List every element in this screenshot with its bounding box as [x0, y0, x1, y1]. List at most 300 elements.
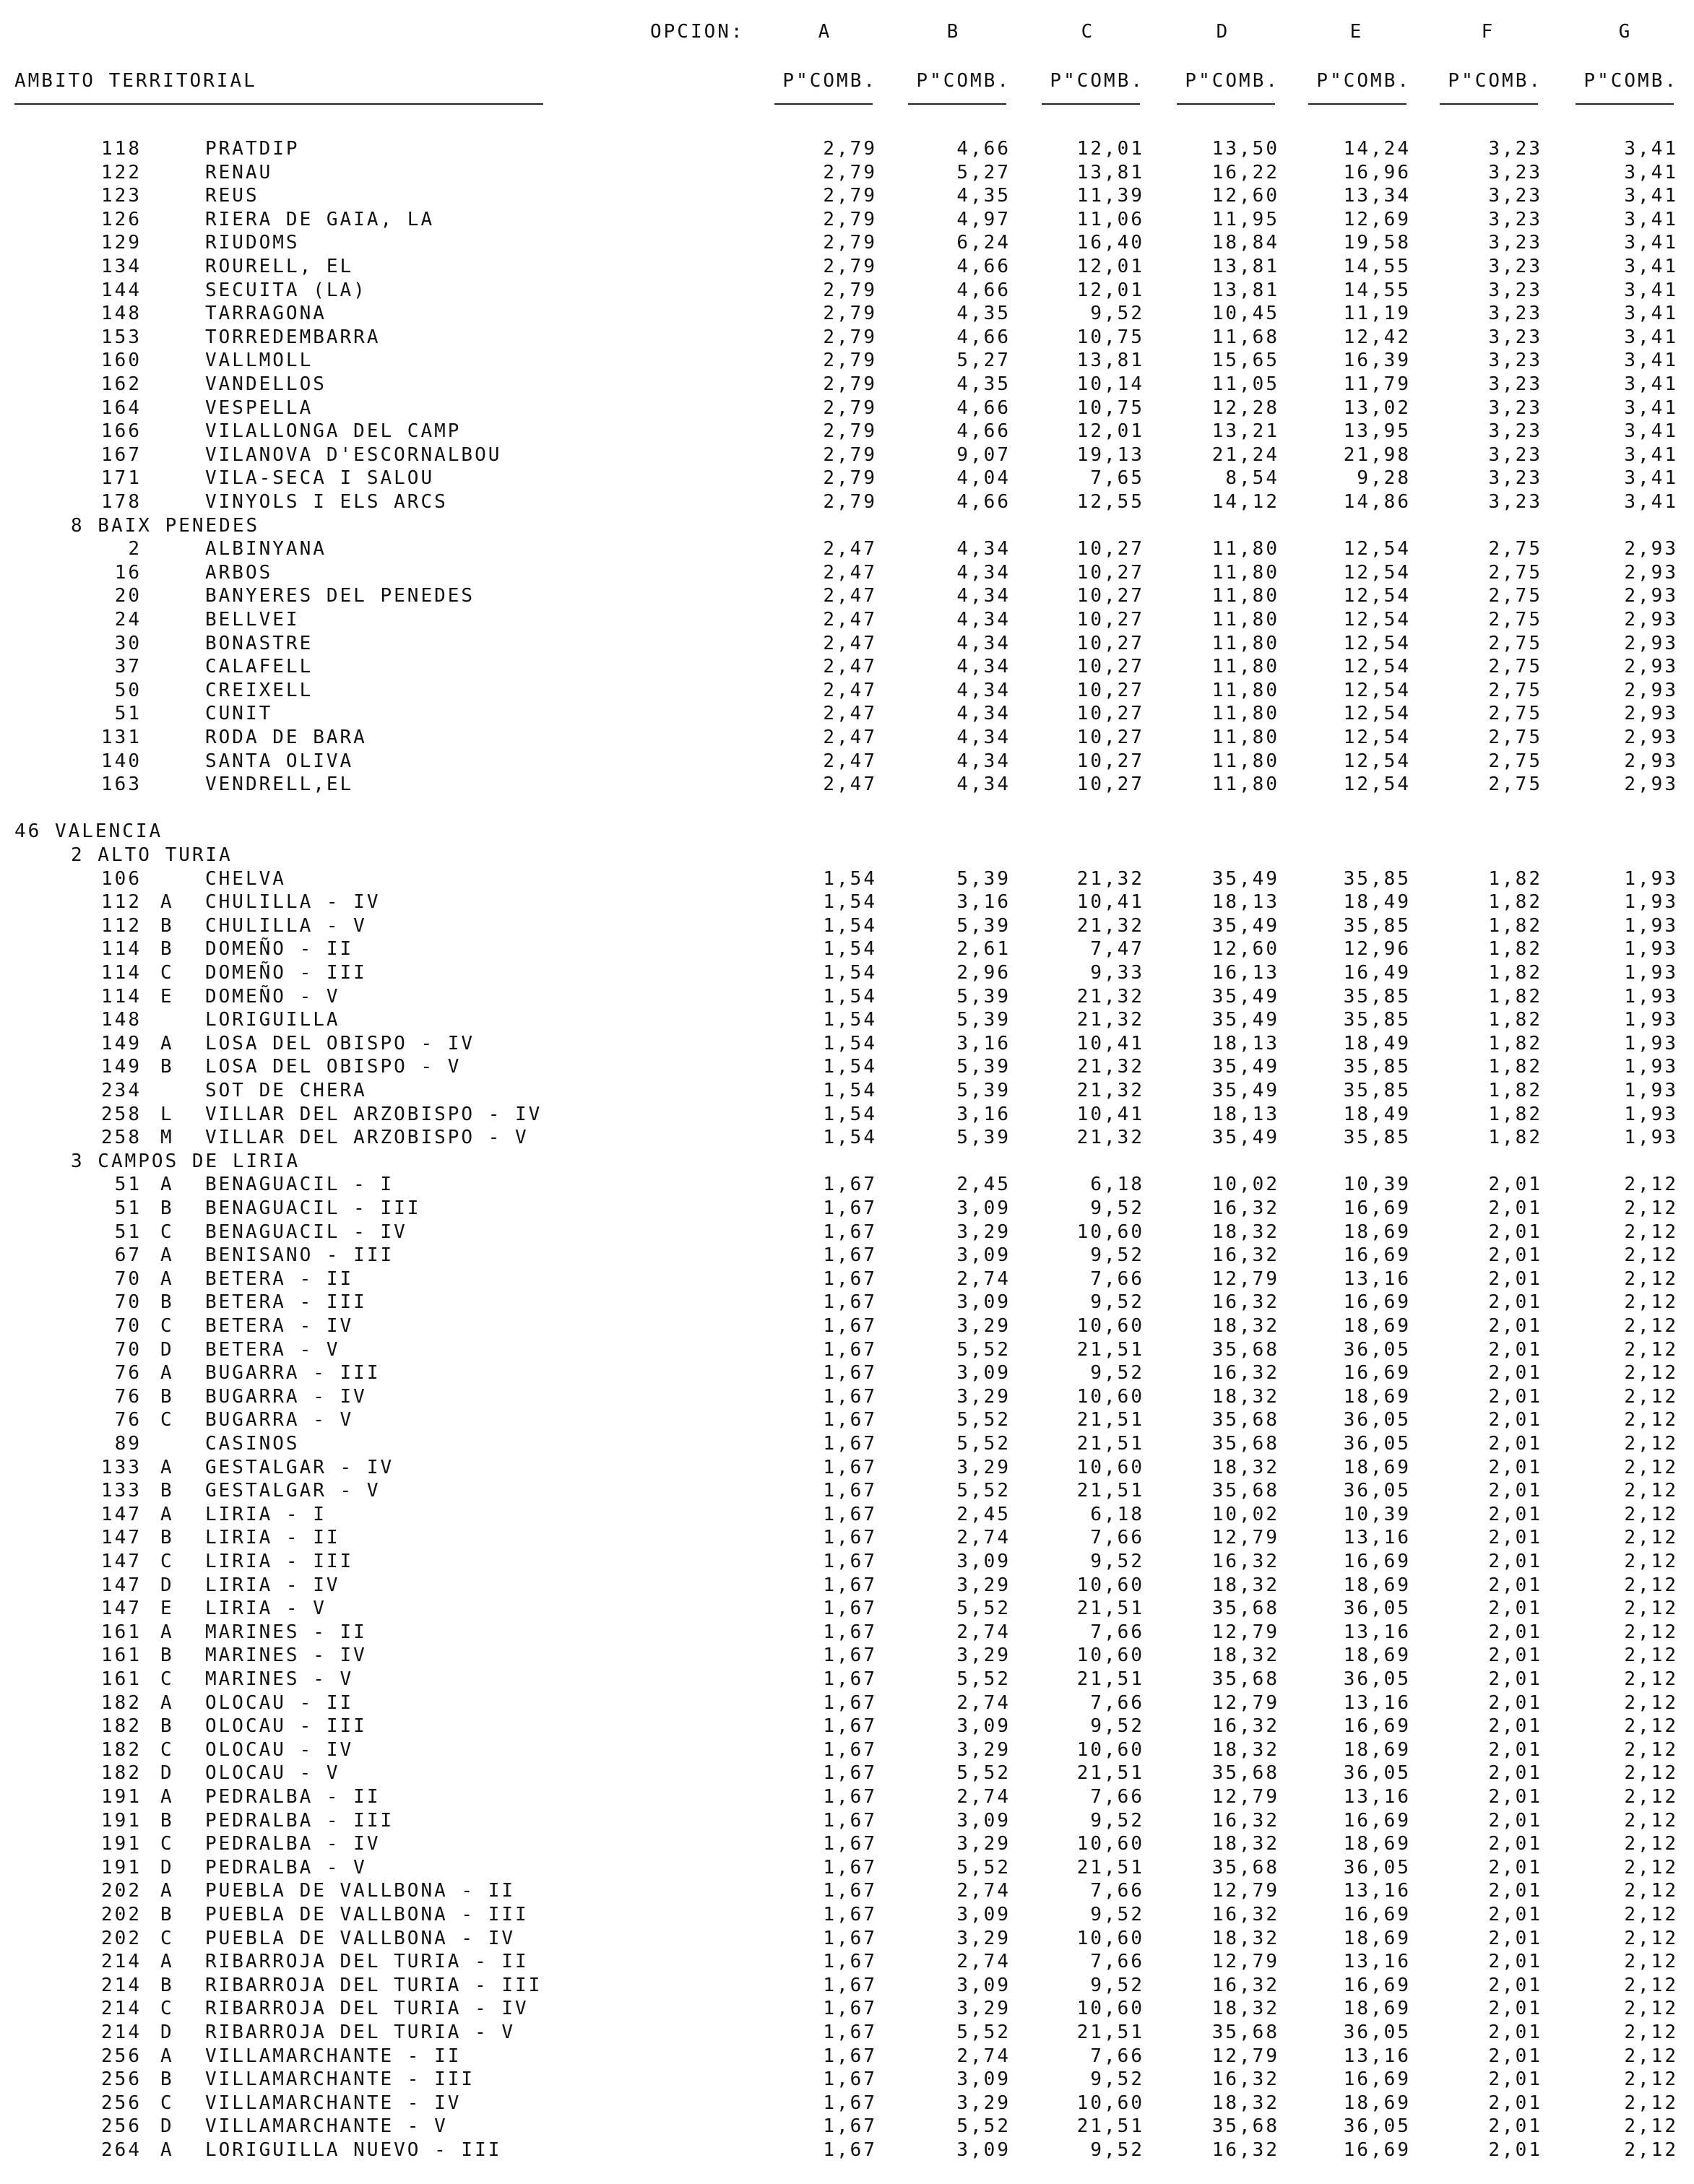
price-value-c: 9,33 [1090, 962, 1144, 984]
price-value-f: 2,01 [1488, 1527, 1542, 1548]
price-value-e: 36,05 [1343, 1480, 1411, 1502]
price-value-f: 2,01 [1488, 2139, 1542, 2161]
price-value-c: 10,60 [1076, 1386, 1144, 1408]
price-value-e: 35,85 [1343, 1009, 1411, 1031]
price-value-e: 18,69 [1343, 1998, 1411, 2019]
municipality-code: 256 [101, 2068, 142, 2090]
price-value-b: 5,52 [956, 1857, 1011, 1878]
price-value-f: 1,82 [1488, 1104, 1542, 1125]
price-value-f: 2,01 [1488, 2092, 1542, 2114]
municipality-code: 126 [101, 209, 142, 230]
price-value-g: 2,12 [1624, 1621, 1678, 1643]
price-value-d: 18,32 [1211, 1644, 1279, 1666]
column-label-d: P"COMB. [1185, 70, 1279, 92]
price-value-a: 2,79 [823, 326, 877, 348]
price-value-g: 2,12 [1624, 1928, 1678, 1949]
municipality-name: OLOCAU - III [205, 1715, 367, 1737]
price-value-c: 10,60 [1076, 1998, 1144, 2019]
price-value-f: 2,01 [1488, 2115, 1542, 2137]
price-value-a: 1,54 [823, 1033, 877, 1054]
municipality-name: MARINES - IV [205, 1644, 367, 1666]
price-value-e: 18,69 [1343, 1644, 1411, 1666]
price-value-c: 10,41 [1076, 1033, 1144, 1054]
price-value-b: 5,39 [956, 868, 1011, 890]
comarca-heading: 8 BAIX PENEDES [71, 515, 260, 537]
price-value-b: 2,74 [956, 1527, 1011, 1548]
price-value-d: 35,68 [1211, 1480, 1279, 1502]
zone-suffix: B [160, 1291, 174, 1313]
price-value-a: 1,67 [823, 2022, 877, 2043]
municipality-name: PRATDIP [205, 138, 300, 160]
price-value-e: 36,05 [1343, 1339, 1411, 1361]
municipality-code: 258 [101, 1127, 142, 1148]
price-value-d: 18,84 [1211, 232, 1279, 254]
price-value-b: 4,34 [956, 703, 1011, 724]
price-value-g: 2,12 [1624, 1339, 1678, 1361]
price-value-f: 2,01 [1488, 1998, 1542, 2019]
price-value-a: 1,67 [823, 1880, 877, 1902]
zone-suffix: C [160, 1315, 174, 1337]
price-value-d: 16,32 [1211, 1810, 1279, 1832]
zone-suffix: C [160, 1221, 174, 1243]
price-value-g: 2,12 [1624, 1762, 1678, 1784]
price-value-b: 3,09 [956, 1975, 1011, 1996]
price-value-d: 12,79 [1211, 1268, 1279, 1290]
price-value-c: 21,51 [1076, 1409, 1144, 1431]
municipality-code: 161 [101, 1668, 142, 1690]
price-value-g: 3,41 [1624, 232, 1678, 254]
price-value-e: 16,69 [1343, 1362, 1411, 1384]
price-value-g: 2,93 [1624, 656, 1678, 677]
municipality-name: PEDRALBA - II [205, 1786, 381, 1808]
price-value-e: 21,98 [1343, 444, 1411, 466]
price-value-b: 4,34 [956, 633, 1011, 654]
price-value-b: 4,34 [956, 538, 1011, 560]
price-value-e: 18,49 [1343, 891, 1411, 913]
price-value-g: 2,93 [1624, 585, 1678, 607]
municipality-name: LIRIA - V [205, 1598, 327, 1619]
municipality-name: LOSA DEL OBISPO - IV [205, 1033, 475, 1054]
price-value-f: 2,01 [1488, 1551, 1542, 1572]
price-value-b: 5,39 [956, 986, 1011, 1008]
municipality-code: 161 [101, 1621, 142, 1643]
price-value-c: 10,60 [1076, 1644, 1144, 1666]
price-value-e: 12,54 [1343, 680, 1411, 701]
municipality-code: 148 [101, 303, 142, 324]
price-value-f: 2,01 [1488, 1786, 1542, 1808]
municipality-name: RENAU [205, 162, 273, 183]
price-value-c: 21,51 [1076, 1480, 1144, 1502]
municipality-code: 76 [114, 1386, 142, 1408]
price-value-c: 6,18 [1090, 1174, 1144, 1195]
price-value-c: 7,65 [1090, 467, 1144, 489]
municipality-name: GESTALGAR - V [205, 1480, 381, 1502]
option-letter-g: G [1618, 21, 1633, 43]
municipality-name: VILLAR DEL ARZOBISPO - IV [205, 1104, 543, 1125]
municipality-code: 24 [114, 609, 142, 630]
price-value-e: 13,16 [1343, 1527, 1411, 1548]
price-value-b: 3,29 [956, 1457, 1011, 1478]
municipality-name: CHULILLA - IV [205, 891, 381, 913]
price-value-a: 2,47 [823, 585, 877, 607]
municipality-code: 106 [101, 868, 142, 890]
municipality-code: 20 [114, 585, 142, 607]
municipality-code: 16 [114, 562, 142, 584]
price-value-b: 3,09 [956, 1715, 1011, 1737]
price-value-a: 2,79 [823, 256, 877, 277]
municipality-code: 129 [101, 232, 142, 254]
price-value-b: 3,29 [956, 2092, 1011, 2114]
price-value-e: 13,16 [1343, 1692, 1411, 1714]
column-label-a: P"COMB. [782, 70, 877, 92]
price-value-c: 21,32 [1076, 1080, 1144, 1101]
price-value-a: 1,67 [823, 1904, 877, 1925]
price-value-f: 2,01 [1488, 1457, 1542, 1478]
price-value-f: 3,23 [1488, 280, 1542, 301]
price-value-a: 1,67 [823, 1315, 877, 1337]
price-value-a: 1,67 [823, 1668, 877, 1690]
price-value-f: 3,23 [1488, 256, 1542, 277]
price-value-c: 21,51 [1076, 1668, 1144, 1690]
price-value-d: 11,80 [1211, 727, 1279, 748]
price-value-g: 2,12 [1624, 1786, 1678, 1808]
price-value-d: 35,68 [1211, 1668, 1279, 1690]
price-value-f: 2,75 [1488, 562, 1542, 584]
price-value-e: 10,39 [1343, 1504, 1411, 1525]
price-value-g: 1,93 [1624, 938, 1678, 960]
price-value-d: 10,45 [1211, 303, 1279, 324]
price-value-d: 18,13 [1211, 891, 1279, 913]
price-value-c: 10,41 [1076, 1104, 1144, 1125]
price-value-g: 2,12 [1624, 1480, 1678, 1502]
price-value-f: 2,01 [1488, 2022, 1542, 2043]
price-value-c: 9,52 [1090, 1904, 1144, 1925]
municipality-name: CUNIT [205, 703, 273, 724]
price-value-d: 16,32 [1211, 2139, 1279, 2161]
price-value-b: 3,09 [956, 1904, 1011, 1925]
price-value-b: 3,29 [956, 1928, 1011, 1949]
price-value-a: 1,67 [823, 1975, 877, 1996]
price-value-e: 12,69 [1343, 209, 1411, 230]
price-value-d: 18,32 [1211, 1928, 1279, 1949]
price-value-b: 2,45 [956, 1174, 1011, 1195]
municipality-name: TORREDEMBARRA [205, 326, 381, 348]
price-value-d: 35,49 [1211, 915, 1279, 937]
municipality-code: 202 [101, 1904, 142, 1925]
price-value-b: 2,74 [956, 1692, 1011, 1714]
price-value-f: 1,82 [1488, 986, 1542, 1008]
price-value-d: 12,79 [1211, 1880, 1279, 1902]
price-value-c: 10,27 [1076, 727, 1144, 748]
price-value-b: 4,34 [956, 609, 1011, 630]
price-value-g: 2,12 [1624, 1574, 1678, 1596]
price-value-d: 16,32 [1211, 1291, 1279, 1313]
price-value-b: 2,74 [956, 1268, 1011, 1290]
price-value-c: 21,32 [1076, 915, 1144, 937]
price-value-d: 12,79 [1211, 1527, 1279, 1548]
municipality-name: VILLAR DEL ARZOBISPO - V [205, 1127, 529, 1148]
price-value-f: 2,01 [1488, 1504, 1542, 1525]
zone-suffix: B [160, 915, 174, 937]
price-value-b: 3,29 [956, 1315, 1011, 1337]
price-value-b: 4,35 [956, 373, 1011, 395]
price-value-g: 2,12 [1624, 1457, 1678, 1478]
municipality-code: 147 [101, 1598, 142, 1619]
zone-suffix: B [160, 1480, 174, 1502]
municipality-code: 191 [101, 1786, 142, 1808]
price-value-b: 3,09 [956, 2139, 1011, 2161]
municipality-name: PUEBLA DE VALLBONA - IV [205, 1928, 516, 1949]
zone-suffix: A [160, 1880, 174, 1902]
price-value-c: 9,52 [1090, 1197, 1144, 1219]
price-value-e: 13,02 [1343, 397, 1411, 419]
municipality-code: 133 [101, 1457, 142, 1478]
price-value-f: 1,82 [1488, 1056, 1542, 1078]
column-underline [1308, 103, 1406, 105]
price-value-b: 2,74 [956, 1621, 1011, 1643]
price-value-a: 2,47 [823, 538, 877, 560]
municipality-name: OLOCAU - IV [205, 1739, 354, 1761]
municipality-name: RIBARROJA DEL TURIA - IV [205, 1998, 529, 2019]
price-value-f: 2,01 [1488, 1362, 1542, 1384]
price-value-g: 2,12 [1624, 1291, 1678, 1313]
price-value-e: 12,42 [1343, 326, 1411, 348]
price-value-e: 11,79 [1343, 373, 1411, 395]
price-value-d: 14,12 [1211, 491, 1279, 513]
municipality-name: VILLAMARCHANTE - III [205, 2068, 475, 2090]
price-value-f: 1,82 [1488, 1009, 1542, 1031]
price-value-f: 2,01 [1488, 1291, 1542, 1313]
price-value-a: 1,54 [823, 1009, 877, 1031]
price-value-e: 36,05 [1343, 1857, 1411, 1878]
price-value-b: 4,66 [956, 280, 1011, 301]
price-value-b: 3,29 [956, 1739, 1011, 1761]
price-value-g: 2,93 [1624, 750, 1678, 772]
price-value-e: 16,96 [1343, 162, 1411, 183]
zone-suffix: C [160, 2092, 174, 2114]
municipality-name: BELLVEI [205, 609, 300, 630]
municipality-name: LORIGUILLA [205, 1009, 340, 1031]
price-value-f: 2,01 [1488, 1221, 1542, 1243]
price-value-g: 2,12 [1624, 1598, 1678, 1619]
price-value-e: 13,16 [1343, 1786, 1411, 1808]
price-value-a: 1,67 [823, 1574, 877, 1596]
price-value-f: 2,75 [1488, 633, 1542, 654]
price-value-d: 21,24 [1211, 444, 1279, 466]
municipality-name: VILLAMARCHANTE - V [205, 2115, 448, 2137]
price-value-a: 1,54 [823, 891, 877, 913]
price-value-f: 3,23 [1488, 397, 1542, 419]
municipality-code: 131 [101, 727, 142, 748]
municipality-name: BETERA - III [205, 1291, 367, 1313]
municipality-code: 147 [101, 1574, 142, 1596]
price-value-d: 11,80 [1211, 703, 1279, 724]
price-value-f: 2,75 [1488, 538, 1542, 560]
zone-suffix: B [160, 1975, 174, 1996]
price-value-e: 12,54 [1343, 609, 1411, 630]
municipality-name: RIBARROJA DEL TURIA - II [205, 1951, 529, 1972]
municipality-code: 144 [101, 280, 142, 301]
price-value-e: 12,54 [1343, 727, 1411, 748]
municipality-code: 162 [101, 373, 142, 395]
price-value-d: 16,32 [1211, 1197, 1279, 1219]
price-value-a: 1,67 [823, 1197, 877, 1219]
option-letter-a: A [818, 21, 832, 43]
price-value-e: 16,69 [1343, 2068, 1411, 2090]
price-value-d: 16,22 [1211, 162, 1279, 183]
municipality-code: 147 [101, 1527, 142, 1548]
price-value-d: 18,32 [1211, 1221, 1279, 1243]
price-value-e: 16,69 [1343, 1551, 1411, 1572]
price-value-e: 16,49 [1343, 962, 1411, 984]
municipality-code: 171 [101, 467, 142, 489]
zone-suffix: B [160, 1386, 174, 1408]
price-value-a: 1,67 [823, 1504, 877, 1525]
price-value-e: 14,86 [1343, 491, 1411, 513]
zone-suffix: A [160, 1504, 174, 1525]
price-value-d: 18,32 [1211, 1315, 1279, 1337]
price-value-b: 4,35 [956, 185, 1011, 207]
price-value-f: 1,82 [1488, 915, 1542, 937]
price-value-d: 11,80 [1211, 774, 1279, 795]
price-value-a: 1,67 [823, 1857, 877, 1878]
price-value-d: 35,68 [1211, 1433, 1279, 1455]
price-value-c: 9,52 [1090, 1810, 1144, 1832]
price-value-c: 12,01 [1076, 280, 1144, 301]
price-value-e: 16,69 [1343, 1715, 1411, 1737]
price-value-a: 2,79 [823, 280, 877, 301]
price-value-g: 2,12 [1624, 1551, 1678, 1572]
price-value-g: 1,93 [1624, 915, 1678, 937]
price-value-b: 4,66 [956, 326, 1011, 348]
price-value-g: 2,12 [1624, 1857, 1678, 1878]
municipality-code: 256 [101, 2045, 142, 2067]
price-value-e: 18,69 [1343, 1386, 1411, 1408]
price-value-b: 3,09 [956, 1551, 1011, 1572]
price-value-f: 1,82 [1488, 938, 1542, 960]
price-value-g: 1,93 [1624, 1080, 1678, 1101]
municipality-code: 140 [101, 750, 142, 772]
price-value-b: 2,96 [956, 962, 1011, 984]
price-value-a: 2,79 [823, 397, 877, 419]
price-value-f: 1,82 [1488, 1127, 1542, 1148]
price-value-a: 1,67 [823, 2045, 877, 2067]
price-value-f: 2,01 [1488, 1480, 1542, 1502]
municipality-code: 258 [101, 1104, 142, 1125]
price-value-e: 16,69 [1343, 1904, 1411, 1925]
price-value-d: 35,49 [1211, 1127, 1279, 1148]
price-value-f: 2,75 [1488, 585, 1542, 607]
municipality-code: 202 [101, 1880, 142, 1902]
price-value-b: 5,27 [956, 162, 1011, 183]
price-value-e: 18,69 [1343, 2092, 1411, 2114]
municipality-code: 214 [101, 2022, 142, 2043]
price-value-d: 11,80 [1211, 585, 1279, 607]
price-value-f: 2,01 [1488, 1928, 1542, 1949]
zone-suffix: A [160, 2139, 174, 2161]
price-value-b: 5,52 [956, 1433, 1011, 1455]
price-value-c: 9,52 [1090, 303, 1144, 324]
price-value-c: 9,52 [1090, 1362, 1144, 1384]
price-value-f: 2,01 [1488, 1621, 1542, 1643]
price-value-a: 1,54 [823, 868, 877, 890]
municipality-code: 112 [101, 891, 142, 913]
price-value-e: 13,34 [1343, 185, 1411, 207]
price-value-e: 12,54 [1343, 538, 1411, 560]
municipality-code: 123 [101, 185, 142, 207]
price-value-c: 13,81 [1076, 162, 1144, 183]
price-value-d: 10,02 [1211, 1174, 1279, 1195]
price-value-d: 35,68 [1211, 1409, 1279, 1431]
municipality-code: 114 [101, 938, 142, 960]
municipality-code: 147 [101, 1504, 142, 1525]
price-value-a: 1,67 [823, 1621, 877, 1643]
zone-suffix: A [160, 891, 174, 913]
municipality-name: ARBOS [205, 562, 273, 584]
municipality-code: 114 [101, 962, 142, 984]
price-value-a: 2,47 [823, 680, 877, 701]
price-value-d: 11,80 [1211, 680, 1279, 701]
price-value-f: 2,01 [1488, 1668, 1542, 1690]
municipality-name: CASINOS [205, 1433, 300, 1455]
price-value-g: 3,41 [1624, 467, 1678, 489]
price-value-c: 7,66 [1090, 1268, 1144, 1290]
municipality-name: VILALLONGA DEL CAMP [205, 420, 462, 442]
price-value-b: 3,16 [956, 891, 1011, 913]
price-value-b: 2,61 [956, 938, 1011, 960]
price-value-d: 35,49 [1211, 868, 1279, 890]
municipality-name: RIERA DE GAIA, LA [205, 209, 435, 230]
price-value-b: 3,29 [956, 1574, 1011, 1596]
price-value-a: 1,54 [823, 1080, 877, 1101]
column-underline [908, 103, 1006, 105]
price-value-a: 1,67 [823, 1551, 877, 1572]
price-value-d: 11,68 [1211, 326, 1279, 348]
price-value-c: 7,66 [1090, 1527, 1144, 1548]
price-value-c: 12,01 [1076, 420, 1144, 442]
municipality-name: REUS [205, 185, 259, 207]
price-value-c: 10,60 [1076, 1221, 1144, 1243]
price-value-a: 1,54 [823, 986, 877, 1008]
price-value-f: 2,01 [1488, 2068, 1542, 2090]
column-underline [1177, 103, 1275, 105]
price-value-e: 10,39 [1343, 1174, 1411, 1195]
price-value-g: 2,12 [1624, 1174, 1678, 1195]
price-value-g: 3,41 [1624, 162, 1678, 183]
municipality-name: VILANOVA D'ESCORNALBOU [205, 444, 502, 466]
price-value-c: 10,60 [1076, 1457, 1144, 1478]
zone-suffix: B [160, 1715, 174, 1737]
zone-suffix: D [160, 1339, 174, 1361]
price-value-c: 6,18 [1090, 1504, 1144, 1525]
price-value-e: 12,54 [1343, 750, 1411, 772]
price-value-b: 3,29 [956, 1833, 1011, 1855]
price-value-f: 2,01 [1488, 1386, 1542, 1408]
price-value-c: 7,66 [1090, 1621, 1144, 1643]
price-value-f: 2,01 [1488, 1739, 1542, 1761]
price-value-d: 13,50 [1211, 138, 1279, 160]
price-value-f: 2,01 [1488, 1409, 1542, 1431]
zone-suffix: C [160, 1409, 174, 1431]
municipality-code: 76 [114, 1362, 142, 1384]
price-value-g: 2,12 [1624, 1527, 1678, 1548]
price-value-d: 15,65 [1211, 350, 1279, 371]
municipality-name: VESPELLA [205, 397, 314, 419]
price-value-g: 3,41 [1624, 303, 1678, 324]
price-value-b: 5,52 [956, 1480, 1011, 1502]
municipality-code: 182 [101, 1692, 142, 1714]
price-value-g: 2,12 [1624, 1221, 1678, 1243]
